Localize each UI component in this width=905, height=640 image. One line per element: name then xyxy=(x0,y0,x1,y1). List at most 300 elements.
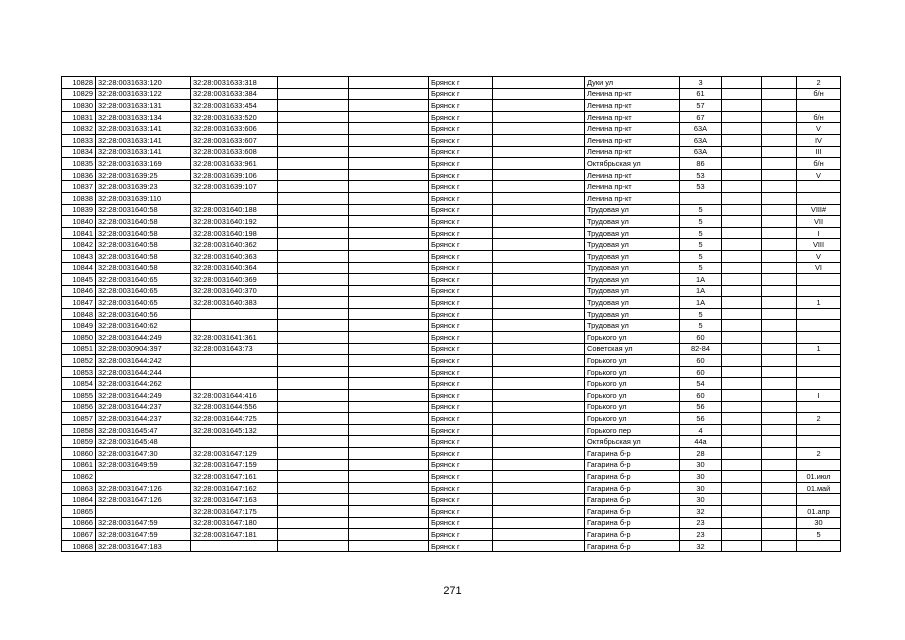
cell-cadastral-number: 32:28:0031633:169 xyxy=(96,158,191,170)
cell-column-7 xyxy=(493,436,585,448)
cell-column-4 xyxy=(278,204,349,216)
cell-unit-number: III xyxy=(797,146,841,158)
cell-house-number: 63А xyxy=(680,123,722,135)
cell-column-5 xyxy=(349,366,429,378)
cell-column-7 xyxy=(493,378,585,390)
cell-house-number: 53 xyxy=(680,169,722,181)
cell-cadastral-number: 32:28:0031640:58 xyxy=(96,216,191,228)
cell-column-11 xyxy=(762,227,797,239)
cell-object-cadastral-number xyxy=(191,355,278,367)
cell-column-4 xyxy=(278,459,349,471)
cell-cadastral-number: 32:28:0031639:25 xyxy=(96,169,191,181)
cell-object-cadastral-number: 32:28:0031647:175 xyxy=(191,505,278,517)
cell-column-7 xyxy=(493,181,585,193)
cell-column-5 xyxy=(349,436,429,448)
cell-house-number: 60 xyxy=(680,390,722,402)
cell-column-10 xyxy=(722,529,762,541)
cell-column-4 xyxy=(278,436,349,448)
table-row xyxy=(62,192,841,204)
cell-column-4 xyxy=(278,308,349,320)
cell-row-number: 10867 xyxy=(62,529,96,541)
cell-city: Брянск г xyxy=(429,343,493,355)
cell-column-5 xyxy=(349,285,429,297)
cell-city: Брянск г xyxy=(429,146,493,158)
cell-column-5 xyxy=(349,459,429,471)
cell-column-11 xyxy=(762,216,797,228)
cell-column-4 xyxy=(278,134,349,146)
cell-column-5 xyxy=(349,250,429,262)
cell-cadastral-number: 32:28:0031644:237 xyxy=(96,401,191,413)
cell-object-cadastral-number: 32:28:0031633:520 xyxy=(191,111,278,123)
cell-cadastral-number: 32:28:0031639:110 xyxy=(96,192,191,204)
cell-column-10 xyxy=(722,308,762,320)
cell-street: Горького ул xyxy=(585,401,680,413)
cell-unit-number: б/н xyxy=(797,111,841,123)
cell-row-number: 10852 xyxy=(62,355,96,367)
cell-cadastral-number: 32:28:0031640:58 xyxy=(96,262,191,274)
cell-column-4 xyxy=(278,482,349,494)
cell-column-10 xyxy=(722,413,762,425)
cell-cadastral-number: 32:28:0031647:126 xyxy=(96,494,191,506)
cell-column-4 xyxy=(278,332,349,344)
cell-unit-number xyxy=(797,494,841,506)
cell-house-number: 60 xyxy=(680,366,722,378)
cell-street: Трудовая ул xyxy=(585,250,680,262)
cell-column-5 xyxy=(349,192,429,204)
cell-column-7 xyxy=(493,448,585,460)
cell-row-number: 10868 xyxy=(62,540,96,552)
cell-house-number: 86 xyxy=(680,158,722,170)
cell-column-7 xyxy=(493,297,585,309)
cell-street: Трудовая ул xyxy=(585,216,680,228)
cell-column-5 xyxy=(349,390,429,402)
cell-street: Гагарина б-р xyxy=(585,459,680,471)
cell-cadastral-number: 32:28:0031633:131 xyxy=(96,100,191,112)
table-row xyxy=(62,100,841,112)
table-row xyxy=(62,378,841,390)
cell-object-cadastral-number: 32:28:0031644:725 xyxy=(191,413,278,425)
cell-row-number: 10854 xyxy=(62,378,96,390)
table-row xyxy=(62,308,841,320)
cell-column-5 xyxy=(349,297,429,309)
cell-column-11 xyxy=(762,239,797,251)
cell-street: Трудовая ул xyxy=(585,320,680,332)
table-row xyxy=(62,424,841,436)
cell-column-11 xyxy=(762,343,797,355)
cell-street: Трудовая ул xyxy=(585,239,680,251)
cell-unit-number: 01.апр xyxy=(797,505,841,517)
cell-column-11 xyxy=(762,505,797,517)
cell-column-7 xyxy=(493,262,585,274)
cell-object-cadastral-number: 32:28:0031647:129 xyxy=(191,448,278,460)
cell-column-5 xyxy=(349,204,429,216)
cell-column-7 xyxy=(493,320,585,332)
table-row xyxy=(62,216,841,228)
cell-object-cadastral-number xyxy=(191,192,278,204)
cell-column-7 xyxy=(493,285,585,297)
cell-city: Брянск г xyxy=(429,77,493,89)
cell-street: Ленина пр-кт xyxy=(585,192,680,204)
cell-object-cadastral-number: 32:28:0031640:192 xyxy=(191,216,278,228)
cell-row-number: 10846 xyxy=(62,285,96,297)
cell-column-5 xyxy=(349,100,429,112)
cell-house-number: 1А xyxy=(680,274,722,286)
cell-column-10 xyxy=(722,366,762,378)
cell-column-11 xyxy=(762,100,797,112)
cell-column-4 xyxy=(278,413,349,425)
cell-column-4 xyxy=(278,366,349,378)
cell-cadastral-number: 32:28:0031633:141 xyxy=(96,146,191,158)
cell-cadastral-number: 32:28:0031640:58 xyxy=(96,239,191,251)
cell-column-4 xyxy=(278,111,349,123)
cell-column-7 xyxy=(493,100,585,112)
cell-object-cadastral-number: 32:28:0031640:364 xyxy=(191,262,278,274)
cell-cadastral-number: 32:28:0031645:48 xyxy=(96,436,191,448)
cell-unit-number xyxy=(797,285,841,297)
cell-column-10 xyxy=(722,297,762,309)
cell-city: Брянск г xyxy=(429,88,493,100)
cell-column-4 xyxy=(278,88,349,100)
cell-cadastral-number: 32:28:0031647:126 xyxy=(96,482,191,494)
cell-column-4 xyxy=(278,77,349,89)
cell-column-7 xyxy=(493,134,585,146)
cell-row-number: 10834 xyxy=(62,146,96,158)
cell-city: Брянск г xyxy=(429,192,493,204)
cell-city: Брянск г xyxy=(429,239,493,251)
cell-column-11 xyxy=(762,77,797,89)
cell-object-cadastral-number xyxy=(191,378,278,390)
cell-cadastral-number: 32:28:0031633:141 xyxy=(96,134,191,146)
cell-unit-number: б/н xyxy=(797,158,841,170)
cell-house-number: 61 xyxy=(680,88,722,100)
cell-column-11 xyxy=(762,436,797,448)
cell-column-5 xyxy=(349,529,429,541)
cell-house-number: 1А xyxy=(680,285,722,297)
cell-street: Трудовая ул xyxy=(585,308,680,320)
cell-street: Ленина пр-кт xyxy=(585,123,680,135)
cell-city: Брянск г xyxy=(429,436,493,448)
cell-unit-number: 01.июл xyxy=(797,471,841,483)
cell-cadastral-number: 32:28:0031644:237 xyxy=(96,413,191,425)
cell-column-10 xyxy=(722,274,762,286)
cell-cadastral-number: 32:28:0031640:58 xyxy=(96,204,191,216)
cell-column-11 xyxy=(762,390,797,402)
cell-unit-number xyxy=(797,459,841,471)
cell-unit-number: VII xyxy=(797,216,841,228)
cell-street: Ленина пр-кт xyxy=(585,111,680,123)
cell-column-5 xyxy=(349,123,429,135)
cell-row-number: 10863 xyxy=(62,482,96,494)
cell-column-7 xyxy=(493,308,585,320)
cell-column-4 xyxy=(278,320,349,332)
cell-street: Гагарина б-р xyxy=(585,540,680,552)
cell-object-cadastral-number: 32:28:0031633:608 xyxy=(191,146,278,158)
cell-column-7 xyxy=(493,204,585,216)
cell-column-11 xyxy=(762,482,797,494)
cell-city: Брянск г xyxy=(429,494,493,506)
cell-row-number: 10861 xyxy=(62,459,96,471)
cell-column-10 xyxy=(722,482,762,494)
cell-column-11 xyxy=(762,424,797,436)
cell-column-11 xyxy=(762,262,797,274)
cell-column-5 xyxy=(349,146,429,158)
cell-row-number: 10850 xyxy=(62,332,96,344)
cell-house-number: 5 xyxy=(680,216,722,228)
cell-cadastral-number: 32:28:0031647:183 xyxy=(96,540,191,552)
cell-column-11 xyxy=(762,285,797,297)
cell-column-10 xyxy=(722,239,762,251)
cell-unit-number: VIII# xyxy=(797,204,841,216)
cell-house-number: 30 xyxy=(680,494,722,506)
cell-object-cadastral-number: 32:28:0031640:370 xyxy=(191,285,278,297)
cell-column-5 xyxy=(349,413,429,425)
table-row xyxy=(62,111,841,123)
cell-column-5 xyxy=(349,134,429,146)
cell-column-7 xyxy=(493,77,585,89)
cell-column-10 xyxy=(722,378,762,390)
cell-city: Брянск г xyxy=(429,181,493,193)
cell-city: Брянск г xyxy=(429,216,493,228)
cell-object-cadastral-number: 32:28:0031643:73 xyxy=(191,343,278,355)
cell-column-7 xyxy=(493,459,585,471)
cell-column-7 xyxy=(493,332,585,344)
cell-column-4 xyxy=(278,274,349,286)
cell-object-cadastral-number: 32:28:0031633:961 xyxy=(191,158,278,170)
cell-column-11 xyxy=(762,123,797,135)
cell-unit-number: V xyxy=(797,250,841,262)
cell-unit-number: 2 xyxy=(797,77,841,89)
cell-row-number: 10836 xyxy=(62,169,96,181)
cell-unit-number: 1 xyxy=(797,343,841,355)
cell-city: Брянск г xyxy=(429,250,493,262)
cell-city: Брянск г xyxy=(429,297,493,309)
cell-column-10 xyxy=(722,285,762,297)
cell-street: Гагарина б-р xyxy=(585,494,680,506)
cell-unit-number xyxy=(797,355,841,367)
cell-cadastral-number: 32:28:0030904:397 xyxy=(96,343,191,355)
cell-row-number: 10832 xyxy=(62,123,96,135)
cell-house-number: 23 xyxy=(680,529,722,541)
cell-column-4 xyxy=(278,540,349,552)
cell-column-7 xyxy=(493,413,585,425)
cell-city: Брянск г xyxy=(429,169,493,181)
cell-column-10 xyxy=(722,320,762,332)
cell-cadastral-number: 32:28:0031640:58 xyxy=(96,250,191,262)
cell-street: Ленина пр-кт xyxy=(585,181,680,193)
cell-column-4 xyxy=(278,250,349,262)
table-row xyxy=(62,297,841,309)
table-row xyxy=(62,169,841,181)
cell-street: Горького ул xyxy=(585,332,680,344)
cell-column-5 xyxy=(349,239,429,251)
cell-row-number: 10860 xyxy=(62,448,96,460)
cell-street: Дуки ул xyxy=(585,77,680,89)
cell-city: Брянск г xyxy=(429,505,493,517)
cell-row-number: 10856 xyxy=(62,401,96,413)
cell-column-5 xyxy=(349,505,429,517)
cell-object-cadastral-number: 32:28:0031647:181 xyxy=(191,529,278,541)
cell-column-10 xyxy=(722,494,762,506)
cell-column-5 xyxy=(349,494,429,506)
cell-row-number: 10847 xyxy=(62,297,96,309)
cell-row-number: 10858 xyxy=(62,424,96,436)
cell-column-10 xyxy=(722,471,762,483)
table-row xyxy=(62,262,841,274)
cell-city: Брянск г xyxy=(429,111,493,123)
cell-column-10 xyxy=(722,390,762,402)
cell-column-5 xyxy=(349,158,429,170)
cell-row-number: 10830 xyxy=(62,100,96,112)
cell-column-11 xyxy=(762,297,797,309)
cell-row-number: 10855 xyxy=(62,390,96,402)
cell-cadastral-number: 32:28:0031640:56 xyxy=(96,308,191,320)
table-row xyxy=(62,366,841,378)
cell-street: Трудовая ул xyxy=(585,274,680,286)
cell-column-7 xyxy=(493,471,585,483)
cell-column-10 xyxy=(722,169,762,181)
table-row xyxy=(62,285,841,297)
cell-column-10 xyxy=(722,204,762,216)
cell-house-number: 5 xyxy=(680,239,722,251)
cell-column-11 xyxy=(762,517,797,529)
cell-row-number: 10835 xyxy=(62,158,96,170)
cell-column-11 xyxy=(762,146,797,158)
cell-column-7 xyxy=(493,424,585,436)
cell-street: Гагарина б-р xyxy=(585,505,680,517)
cell-city: Брянск г xyxy=(429,529,493,541)
cell-column-4 xyxy=(278,390,349,402)
cell-city: Брянск г xyxy=(429,332,493,344)
cell-row-number: 10849 xyxy=(62,320,96,332)
cell-column-10 xyxy=(722,77,762,89)
cell-column-11 xyxy=(762,459,797,471)
cell-column-5 xyxy=(349,471,429,483)
table-row xyxy=(62,332,841,344)
cell-object-cadastral-number: 32:28:0031633:318 xyxy=(191,77,278,89)
table-row xyxy=(62,320,841,332)
cell-street: Ленина пр-кт xyxy=(585,100,680,112)
cell-column-11 xyxy=(762,134,797,146)
cell-street: Ленина пр-кт xyxy=(585,134,680,146)
cell-column-11 xyxy=(762,529,797,541)
cell-street: Трудовая ул xyxy=(585,285,680,297)
cell-row-number: 10845 xyxy=(62,274,96,286)
cell-cadastral-number: 32:28:0031644:244 xyxy=(96,366,191,378)
cell-house-number: 32 xyxy=(680,505,722,517)
page-number: 271 xyxy=(443,585,462,597)
cell-object-cadastral-number xyxy=(191,540,278,552)
cell-column-5 xyxy=(349,343,429,355)
cell-object-cadastral-number: 32:28:0031640:363 xyxy=(191,250,278,262)
cell-column-5 xyxy=(349,332,429,344)
cell-column-7 xyxy=(493,482,585,494)
cell-column-11 xyxy=(762,181,797,193)
cell-row-number: 10838 xyxy=(62,192,96,204)
cell-column-7 xyxy=(493,343,585,355)
cell-column-5 xyxy=(349,169,429,181)
cell-object-cadastral-number xyxy=(191,320,278,332)
cell-column-7 xyxy=(493,366,585,378)
cell-column-10 xyxy=(722,424,762,436)
cell-street: Горького ул xyxy=(585,378,680,390)
cell-city: Брянск г xyxy=(429,204,493,216)
cell-city: Брянск г xyxy=(429,424,493,436)
cell-column-10 xyxy=(722,355,762,367)
cell-unit-number xyxy=(797,424,841,436)
cell-column-5 xyxy=(349,517,429,529)
cell-street: Гагарина б-р xyxy=(585,448,680,460)
cell-column-11 xyxy=(762,274,797,286)
table-row xyxy=(62,204,841,216)
cell-column-4 xyxy=(278,471,349,483)
table-row xyxy=(62,181,841,193)
cell-house-number: 67 xyxy=(680,111,722,123)
cell-city: Брянск г xyxy=(429,227,493,239)
cell-object-cadastral-number: 32:28:0031644:416 xyxy=(191,390,278,402)
cell-house-number: 4 xyxy=(680,424,722,436)
cell-unit-number xyxy=(797,274,841,286)
table-row xyxy=(62,413,841,425)
cell-city: Брянск г xyxy=(429,459,493,471)
cell-house-number: 30 xyxy=(680,459,722,471)
cell-column-5 xyxy=(349,401,429,413)
cell-column-7 xyxy=(493,146,585,158)
cell-house-number: 1А xyxy=(680,297,722,309)
table-row xyxy=(62,227,841,239)
cell-object-cadastral-number: 32:28:0031633:454 xyxy=(191,100,278,112)
cell-row-number: 10862 xyxy=(62,471,96,483)
cell-house-number: 57 xyxy=(680,100,722,112)
cell-unit-number xyxy=(797,436,841,448)
cell-column-4 xyxy=(278,378,349,390)
cell-column-10 xyxy=(722,332,762,344)
cell-cadastral-number: 32:28:0031649:59 xyxy=(96,459,191,471)
cell-street: Октябрьская ул xyxy=(585,158,680,170)
cell-column-7 xyxy=(493,158,585,170)
cell-unit-number: I xyxy=(797,227,841,239)
cell-column-11 xyxy=(762,471,797,483)
cell-object-cadastral-number xyxy=(191,308,278,320)
cell-column-10 xyxy=(722,227,762,239)
cell-column-4 xyxy=(278,158,349,170)
cell-column-10 xyxy=(722,459,762,471)
cell-house-number: 60 xyxy=(680,355,722,367)
cell-street: Горького ул xyxy=(585,390,680,402)
cell-column-11 xyxy=(762,320,797,332)
cell-street: Трудовая ул xyxy=(585,204,680,216)
cell-street: Гагарина б-р xyxy=(585,517,680,529)
cell-row-number: 10831 xyxy=(62,111,96,123)
cell-unit-number xyxy=(797,100,841,112)
cell-object-cadastral-number: 32:28:0031644:556 xyxy=(191,401,278,413)
cell-city: Брянск г xyxy=(429,100,493,112)
cell-cadastral-number: 32:28:0031644:242 xyxy=(96,355,191,367)
cell-column-4 xyxy=(278,529,349,541)
cell-column-10 xyxy=(722,262,762,274)
cell-object-cadastral-number: 32:28:0031633:384 xyxy=(191,88,278,100)
cell-object-cadastral-number: 32:28:0031640:188 xyxy=(191,204,278,216)
cell-column-10 xyxy=(722,343,762,355)
cell-street: Ленина пр-кт xyxy=(585,88,680,100)
cell-column-4 xyxy=(278,181,349,193)
cell-column-10 xyxy=(722,158,762,170)
cell-row-number: 10843 xyxy=(62,250,96,262)
table-row xyxy=(62,448,841,460)
cell-city: Брянск г xyxy=(429,158,493,170)
cell-column-5 xyxy=(349,482,429,494)
cell-column-5 xyxy=(349,320,429,332)
cell-column-7 xyxy=(493,123,585,135)
